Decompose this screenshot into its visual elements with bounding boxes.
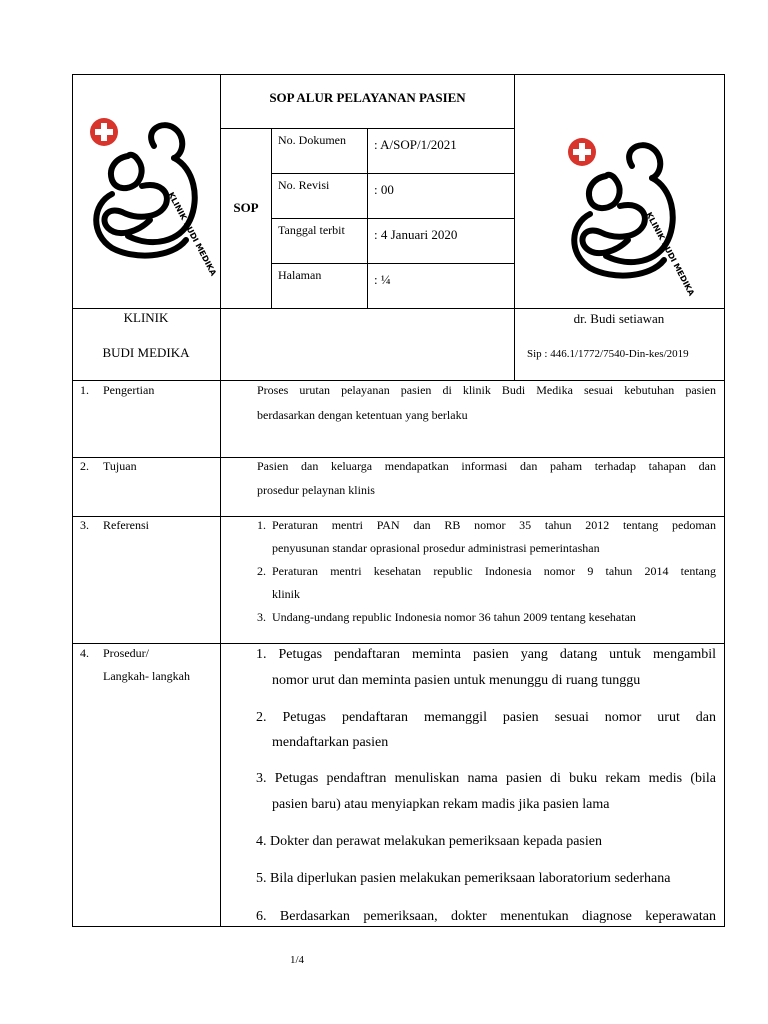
row-divider	[271, 218, 515, 219]
procedure-step-line1: 2. Petugas pendaftaran memanggil pasien sesuai nomor urut dan	[256, 710, 716, 725]
section-label-prosedur: Prosedur/	[103, 646, 149, 660]
row-divider	[72, 516, 725, 517]
revision-value: : 00	[374, 182, 394, 197]
table-border-right	[724, 74, 725, 927]
row-divider	[72, 643, 725, 644]
pengertian-text-line1: Proses urutan pelayanan pasien di klinik Budi Medika sesuai kebutuhan pasien	[257, 383, 716, 397]
procedure-step-line1: 6. Berdasarkan pemeriksaan, dokter menentukan diagnose keperawatan	[256, 909, 716, 924]
procedure-step-line2: mendaftarkan pasien	[272, 735, 389, 750]
section-label-prosedur-line2: Langkah- langkah	[103, 669, 190, 683]
section-number: 4.	[80, 646, 89, 660]
clinic-name-line2: BUDI MEDIKA	[102, 345, 190, 360]
reference-item-line1: Peraturan mentri kesehatan republic Indonesia nomor 9 tahun 2014 tentang	[272, 564, 716, 578]
reference-number: 2.	[257, 564, 266, 578]
table-border-left	[72, 74, 73, 927]
reference-number: 1.	[257, 518, 266, 532]
section-label-referensi: Referensi	[103, 518, 149, 532]
clinic-name-line1: KLINIK	[123, 310, 169, 325]
row-divider	[271, 173, 515, 174]
table-border-top	[72, 74, 725, 75]
pengertian-text-line2: berdasarkan dengan ketentuan yang berlaku	[257, 408, 468, 422]
row-divider	[220, 128, 515, 129]
procedure-step-line1: 1. Petugas pendaftaran meminta pasien yang datang untuk mengambil	[256, 647, 716, 662]
section-number: 2.	[80, 459, 89, 473]
clinic-logo	[82, 108, 219, 278]
doctor-name: dr. Budi setiawan	[573, 311, 665, 326]
logo-text: KLINIK BUDI MEDIKA	[644, 210, 697, 298]
logo-text: KLINIK BUDI MEDIKA	[166, 190, 219, 278]
reference-number: 3.	[257, 610, 266, 624]
section-number: 3.	[80, 518, 89, 532]
section-number: 1.	[80, 383, 89, 397]
doc-number-value: : A/SOP/1/2021	[374, 137, 457, 152]
issue-date-label: Tanggal terbit	[278, 223, 345, 237]
row-divider	[271, 263, 515, 264]
table-border-bottom	[72, 926, 725, 927]
reference-item-line1: Peraturan mentri PAN dan RB nomor 35 tahun 2012 tentang pedoman	[272, 518, 716, 532]
clinic-logo-right	[560, 128, 697, 298]
row-divider	[72, 380, 725, 381]
document-title: SOP ALUR PELAYANAN PASIEN	[269, 90, 466, 105]
procedure-step-line1: 4. Dokter dan perawat melakukan pemeriksaan kepada pasien	[256, 834, 602, 849]
procedure-step-line2: pasien baru) atau menyiapkan rekam madis jika pasien lama	[272, 797, 610, 812]
reference-item-line1: Undang-undang republic Indonesia nomor 36 tahun 2009 tentang kesehatan	[272, 610, 636, 624]
doctor-sip: Sip : 446.1/1772/7540-Din-kes/2019	[527, 348, 689, 360]
procedure-step-line1: 3. Petugas pendaftran menuliskan nama pasien di buku rekam medis (bila	[256, 771, 716, 786]
section-label-pengertian: Pengertian	[103, 383, 155, 397]
row-divider	[72, 308, 725, 309]
reference-item-line2: klinik	[272, 587, 301, 601]
tujuan-text-line2: prosedur pelaynan klinis	[257, 483, 375, 497]
page-label: Halaman	[278, 268, 322, 282]
row-divider	[72, 457, 725, 458]
procedure-step-line2: nomor urut dan meminta pasien untuk menunggu di ruang tunggu	[272, 673, 641, 688]
reference-item-line2: penyusunan standar oprasional prosedur administrasi pemerintashan	[272, 541, 600, 555]
doc-number-label: No. Dokumen	[278, 133, 346, 147]
tujuan-text-line1: Pasien dan keluarga mendapatkan informasi dan paham terhadap tahapan dan	[257, 459, 716, 473]
col-divider	[514, 74, 515, 381]
page-number: 1/4	[290, 954, 305, 966]
procedure-step-line1: 5. Bila diperlukan pasien melakukan pemeriksaan laboratorium sederhana	[256, 871, 671, 886]
issue-date-value: : 4 Januari 2020	[374, 227, 458, 242]
section-label-tujuan: Tujuan	[103, 459, 137, 473]
revision-label: No. Revisi	[278, 178, 330, 192]
page-value: : ¼	[374, 272, 391, 287]
sop-label: SOP	[233, 200, 259, 215]
